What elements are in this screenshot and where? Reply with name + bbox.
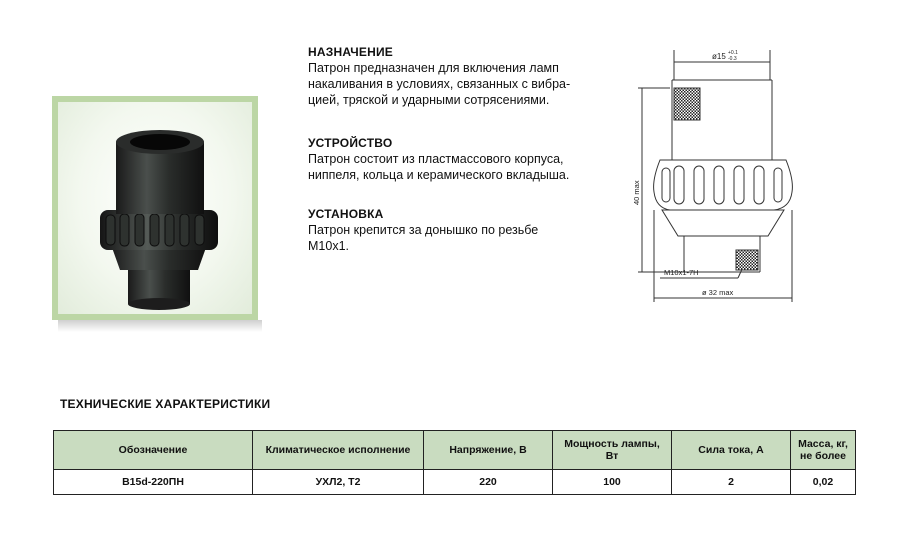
section-installation (308, 206, 608, 254)
section-line: накаливания в условиях, связанных с вибра- (308, 77, 571, 91)
header-mass: Масса, кг, не более (791, 431, 856, 470)
section-purpose (308, 44, 608, 108)
dim-top-tol-minus: -0.3 (728, 56, 737, 62)
table-row (54, 470, 856, 495)
cell-voltage: 220 (424, 470, 553, 495)
header-designation: Обозначение (54, 431, 253, 470)
specs-table (53, 430, 856, 495)
section-heading: УСТРОЙСТВО (308, 136, 393, 150)
header-voltage: Напряжение, В (424, 431, 553, 470)
cell-climate: УХЛ2, Т2 (253, 470, 424, 495)
header-power: Мощность лампы, Вт (553, 431, 672, 470)
dim-height-label: 40 max (632, 180, 641, 205)
specs-title: ТЕХНИЧЕСКИЕ ХАРАКТЕРИСТИКИ (60, 397, 271, 411)
header-current: Сила тока, А (672, 431, 791, 470)
section-line: М10х1. (308, 239, 349, 253)
table-header-row (54, 431, 856, 470)
cell-current: 2 (672, 470, 791, 495)
section-design (308, 135, 608, 183)
dim-bottom-label: ø 32 max (702, 288, 734, 297)
cell-designation: В15d-220ПН (54, 470, 253, 495)
photo-shadow (58, 320, 262, 332)
section-line: Патрон предназначен для включения ламп (308, 61, 559, 75)
dim-thread-label: M10x1-7H (664, 268, 699, 277)
header-climate: Климатическое исполнение (253, 431, 424, 470)
cell-power: 100 (553, 470, 672, 495)
section-line: Патрон крепится за донышко по резьбе (308, 223, 539, 237)
lamp-socket-image (58, 102, 252, 314)
dim-top-label: ø15 (712, 52, 726, 61)
product-photo-frame (52, 96, 258, 320)
section-line: цией, тряской и ударными сотрясениями. (308, 93, 550, 107)
section-heading: УСТАНОВКА (308, 207, 384, 221)
section-heading: НАЗНАЧЕНИЕ (308, 45, 393, 59)
product-photo (58, 102, 252, 314)
section-line: ниппеля, кольца и керамического вкладыша. (308, 168, 570, 182)
section-line: Патрон состоит из пластмассового корпуса, (308, 152, 564, 166)
cell-mass: 0,02 (791, 470, 856, 495)
dim-top-tol-plus: +0.1 (728, 50, 738, 56)
technical-drawing (630, 40, 820, 310)
